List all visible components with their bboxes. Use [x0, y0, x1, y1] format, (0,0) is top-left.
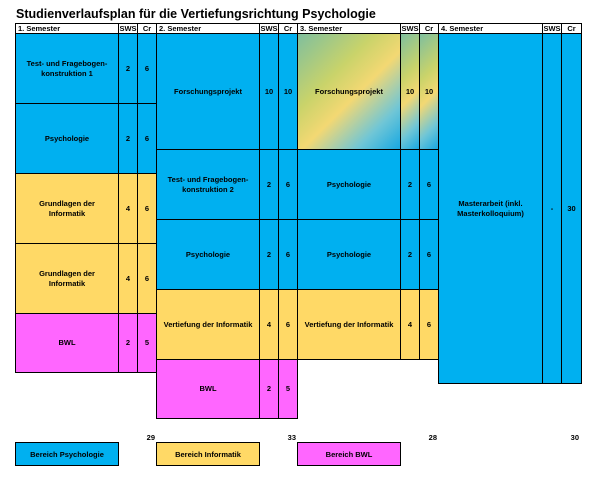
total-credits-sem1: 29 [146, 433, 155, 442]
header-sws-2: SWS [260, 24, 278, 33]
header-cr-3: Cr [419, 23, 439, 34]
module-sws: 2 [400, 149, 420, 220]
module-cr: 10 [278, 33, 298, 150]
module-cr: 5 [278, 359, 298, 419]
module-cr: 6 [278, 219, 298, 290]
module-name: Masterarbeit (inkl. Masterkolloquium) [438, 33, 543, 384]
module-cr: 6 [137, 103, 157, 174]
module-name: Psychologie [15, 103, 119, 174]
module-cr: 6 [278, 149, 298, 220]
header-sws-3: SWS [401, 24, 419, 33]
module-name: Psychologie [297, 149, 401, 220]
module-name: Vertiefung der Informatik [297, 289, 401, 360]
module-sws: 4 [400, 289, 420, 360]
module-name: Forschungsprojekt [297, 33, 401, 150]
header-cr-4: Cr [561, 23, 582, 34]
header-cr-1: Cr [137, 23, 157, 34]
module-name: Test- und Fragebogen-konstruktion 2 [156, 149, 260, 220]
legend-informatik: Bereich Informatik [156, 442, 260, 466]
module-sws: 2 [259, 359, 279, 419]
module-sws: 4 [118, 173, 138, 244]
module-sws: 2 [118, 313, 138, 373]
header-cr-2: Cr [278, 23, 298, 34]
legend-psychologie: Bereich Psychologie [15, 442, 119, 466]
module-cr: 6 [137, 173, 157, 244]
module-cr: 30 [561, 33, 582, 384]
module-cr: 6 [419, 149, 439, 220]
page-title: Studienverlaufsplan für die Vertiefungsrichtung Psychologie [16, 7, 376, 21]
module-cr: 6 [137, 243, 157, 314]
module-name: BWL [15, 313, 119, 373]
module-sws: 10 [400, 33, 420, 150]
total-credits-sem3: 28 [428, 433, 437, 442]
module-cr: 10 [419, 33, 439, 150]
module-name: Psychologie [156, 219, 260, 290]
module-sws: 4 [259, 289, 279, 360]
module-sws: - [542, 33, 562, 384]
module-name: Test- und Fragebogen-konstruktion 1 [15, 33, 119, 104]
module-name: Forschungsprojekt [156, 33, 260, 150]
module-name: Grundlagen der Informatik [15, 243, 119, 314]
module-name: BWL [156, 359, 260, 419]
module-cr: 5 [137, 313, 157, 373]
module-cr: 6 [419, 289, 439, 360]
module-sws: 10 [259, 33, 279, 150]
total-credits-sem4: 30 [570, 433, 579, 442]
header-semester-3: 3. Semester [297, 23, 401, 34]
legend-bwl: Bereich BWL [297, 442, 401, 466]
module-sws: 2 [118, 103, 138, 174]
module-name: Grundlagen der Informatik [15, 173, 119, 244]
module-sws: 2 [118, 33, 138, 104]
module-sws: 2 [400, 219, 420, 290]
header-semester-1: 1. Semester [15, 23, 119, 34]
header-sws-1: SWS [119, 24, 137, 33]
module-sws: 2 [259, 219, 279, 290]
header-semester-4: 4. Semester [438, 23, 543, 34]
module-cr: 6 [137, 33, 157, 104]
module-cr: 6 [278, 289, 298, 360]
header-sws-4: SWS [543, 24, 561, 33]
module-sws: 4 [118, 243, 138, 314]
module-name: Vertiefung der Informatik [156, 289, 260, 360]
module-sws: 2 [259, 149, 279, 220]
total-credits-sem2: 33 [287, 433, 296, 442]
header-semester-2: 2. Semester [156, 23, 260, 34]
module-cr: 6 [419, 219, 439, 290]
module-name: Psychologie [297, 219, 401, 290]
